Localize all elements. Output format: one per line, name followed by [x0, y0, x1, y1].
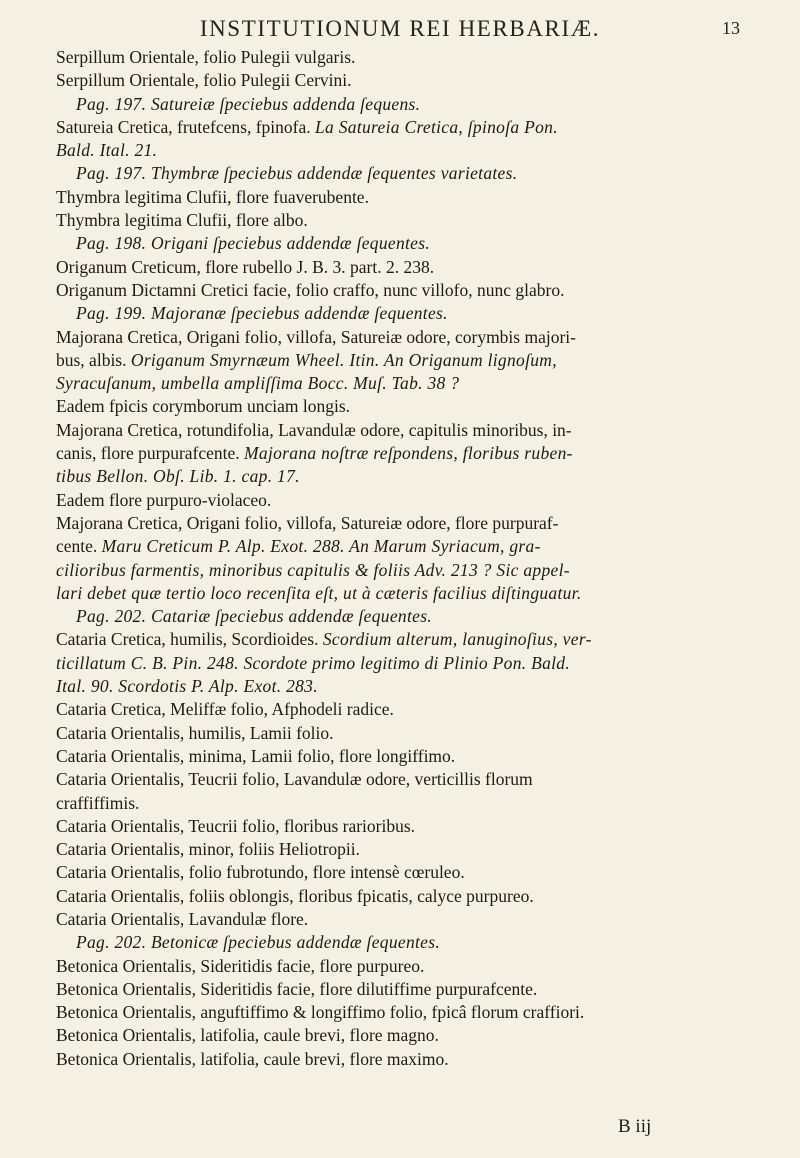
text-segment: Majorana Cretica, Origani folio, villofa, Satureiæ odore, flore purpuraf- [56, 512, 559, 533]
text-line [56, 139, 748, 162]
text-segment: Cataria Orientalis, foliis oblongis, floribus fpicatis, calyce purpureo. [56, 885, 534, 906]
text-segment: Thymbra legitima Clufii, flore fuaverubente. [56, 186, 369, 207]
italic-text-segment: Pag. 197. Satureiæ ſpeciebus addenda ſequens. [76, 93, 421, 114]
text-line [56, 652, 748, 675]
text-segment: Serpillum Orientale, folio Pulegii Cervini. [56, 70, 352, 91]
text-line [56, 512, 748, 535]
italic-text-segment: Ital. 90. Scordotis P. Alp. Exot. 283. [56, 676, 318, 697]
text-segment: Thymbra legitima Clufii, flore albo. [56, 210, 308, 231]
text-segment: Cataria Orientalis, minor, foliis Heliotropii. [56, 839, 361, 860]
text-segment: Cataria Orientalis, Teucrii folio, floribus rarioribus. [56, 815, 416, 836]
text-line [56, 349, 748, 372]
text-segment: craffiffimis. [56, 792, 140, 813]
text-line [56, 93, 748, 116]
text-segment: Betonica Orientalis, Sideritidis facie, flore purpureo. [56, 955, 425, 976]
text-segment: Cataria Orientalis, folio fubrotundo, flore intensè cœruleo. [56, 862, 465, 883]
text-line [56, 302, 748, 325]
text-segment: Betonica Orientalis, Sideritidis facie, flore dilutiffime purpurafcente. [56, 978, 538, 999]
text-line [56, 465, 748, 488]
text-line [56, 861, 748, 884]
italic-text-segment: Pag. 202. Betonicæ ſpeciebus addendæ ſequentes. [76, 932, 441, 953]
text-line [56, 605, 748, 628]
text-line [56, 908, 748, 931]
text-line [56, 1001, 748, 1024]
text-line [56, 559, 748, 582]
italic-text-segment: Origanum Smyrnæum Wheel. Itin. An Origanum lignoſum, [130, 349, 557, 370]
text-segment: Cataria Cretica, Meliffæ folio, Afphodeli radice. [56, 699, 394, 720]
body-text [56, 46, 748, 1071]
running-head: INSTITUTIONUM REI HERBARIÆ. [199, 16, 601, 41]
text-line [56, 326, 748, 349]
text-line [56, 885, 748, 908]
text-line [56, 978, 748, 1001]
text-line [56, 116, 748, 139]
text-line [56, 698, 748, 721]
text-line [56, 1048, 748, 1071]
text-line [56, 815, 748, 838]
text-segment: Cataria Orientalis, minima, Lamii folio, flore longiffimo. [56, 745, 456, 766]
text-segment: Majorana Cretica, Origani folio, villofa, Satureiæ odore, corymbis majori- [56, 326, 576, 347]
text-segment: Cataria Orientalis, Lavandulæ flore. [56, 908, 309, 929]
italic-text-segment: Pag. 202. Catariæ ſpeciebus addendæ ſequentes. [76, 606, 432, 627]
italic-text-segment: Pag. 197. Thymbræ ſpeciebus addendæ ſequentes varietates. [76, 163, 518, 184]
text-line [56, 419, 748, 442]
signature-mark: B iij [618, 1116, 652, 1137]
text-line [56, 582, 748, 605]
text-line [56, 232, 748, 255]
page-number: 13 [722, 18, 740, 38]
text-segment: Majorana Cretica, rotundifolia, Lavandulæ odore, capitulis minoribus, in- [56, 419, 572, 440]
italic-text-segment: tibus Bellon. Obſ. Lib. 1. cap. 17. [56, 466, 300, 487]
text-segment: canis, flore purpurafcente. [56, 443, 245, 464]
text-segment: Betonica Orientalis, anguftiffimo & longiffimo folio, fpicâ florum craffiori. [56, 1002, 585, 1023]
text-line [56, 838, 748, 861]
text-segment: Cataria Orientalis, Teucrii folio, Lavandulæ odore, verticillis florum [56, 769, 533, 790]
text-line [56, 279, 748, 302]
text-segment: Origanum Dictamni Cretici facie, folio craffo, nunc villofo, nunc glabro. [56, 279, 565, 300]
text-line [56, 628, 748, 651]
text-segment: Satureia Cretica, frutefcens, fpinofa. [56, 116, 315, 137]
italic-text-segment: Majorana noſtræ reſpondens, floribus ruben- [244, 443, 573, 464]
text-line [56, 395, 748, 418]
italic-text-segment: Bald. Ital. 21. [56, 140, 158, 161]
text-segment: Eadem fpicis corymborum unciam longis. [56, 396, 351, 417]
text-line [56, 69, 748, 92]
text-line [56, 46, 748, 69]
italic-text-segment: Syracuſanum, umbella ampliſſima Bocc. Muſ. Tab. 38 ? [56, 373, 460, 394]
text-line [56, 535, 748, 558]
text-segment: cente. [56, 536, 102, 557]
italic-text-segment: lari debet quæ tertio loco recenſita eſt, ut à cæteris facilius diſtinguatur. [56, 582, 582, 603]
text-segment: Eadem flore purpuro-violaceo. [56, 489, 272, 510]
italic-text-segment: La Satureia Cretica, ſpinoſa Pon. [314, 116, 558, 137]
text-line [56, 955, 748, 978]
text-segment: Betonica Orientalis, latifolia, caule brevi, flore magno. [56, 1025, 439, 1046]
text-segment: bus, albis. [56, 349, 131, 370]
italic-text-segment: ticillatum C. B. Pin. 248. Scordote primo legitimo di Plinio Pon. Bald. [56, 652, 571, 673]
text-line [56, 745, 748, 768]
text-line [56, 372, 748, 395]
text-segment: Serpillum Orientale, folio Pulegii vulgaris. [56, 47, 356, 67]
text-line [56, 722, 748, 745]
text-line [56, 792, 748, 815]
text-line [56, 186, 748, 209]
text-segment: Cataria Orientalis, humilis, Lamii folio. [56, 722, 334, 743]
text-line [56, 1024, 748, 1047]
text-line [56, 768, 748, 791]
text-line [56, 442, 748, 465]
text-segment: Betonica Orientalis, latifolia, caule brevi, flore maximo. [56, 1048, 449, 1069]
italic-text-segment: cilioribus farmentis, minoribus capitulis & foliis Adv. 213 ? Sic appel- [56, 559, 570, 580]
text-segment: Cataria Cretica, humilis, Scordioides. [56, 629, 323, 650]
text-line [56, 931, 748, 954]
text-line [56, 162, 748, 185]
text-segment: Origanum Creticum, flore rubello J. B. 3. part. 2. 238. [56, 256, 435, 277]
text-line [56, 489, 748, 512]
text-line [56, 209, 748, 232]
text-line [56, 256, 748, 279]
text-line [56, 675, 748, 698]
italic-text-segment: Maru Creticum P. Alp. Exot. 288. An Marum Syriacum, gra- [101, 536, 541, 557]
italic-text-segment: Scordium alterum, lanuginoſius, ver- [322, 629, 592, 650]
italic-text-segment: Pag. 199. Majoranæ ſpeciebus addendæ ſequentes. [76, 303, 448, 324]
italic-text-segment: Pag. 198. Origani ſpeciebus addendæ ſequentes. [76, 233, 431, 254]
